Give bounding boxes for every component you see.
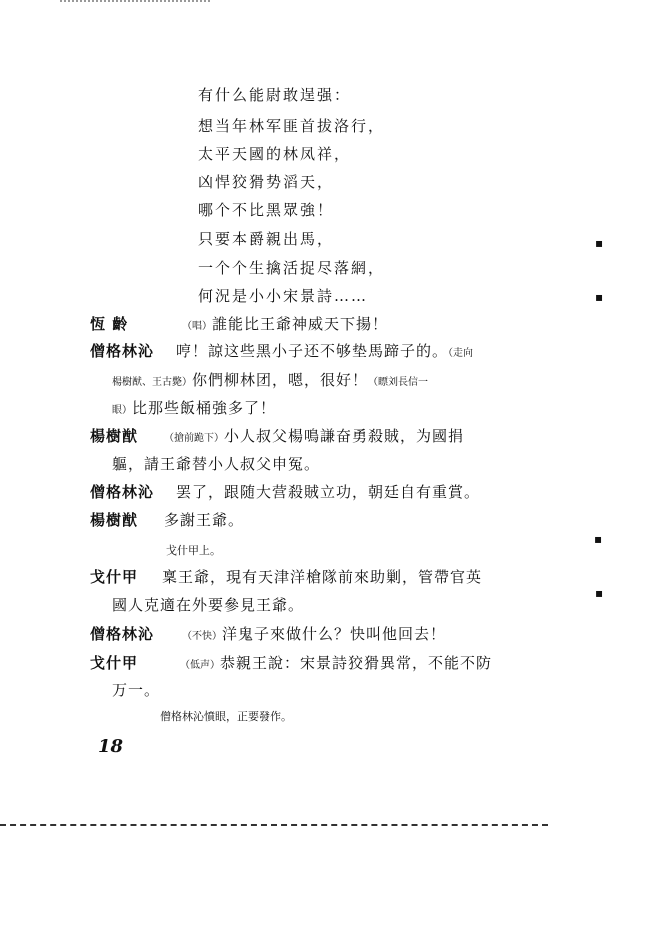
verse-line: 一个个生擒活捉尽落網，	[198, 259, 386, 277]
margin-mark: ▪	[595, 586, 604, 600]
margin-mark: ▪	[595, 290, 604, 304]
stage-note: （走向	[448, 348, 474, 359]
margin-mark: ▪	[594, 532, 603, 546]
speaker-name: 楊樹猷	[90, 427, 139, 445]
verse-line: 有什么能尉敢逞强：	[198, 86, 352, 104]
verse-line: 凶悍狡猾势滔天，	[198, 173, 335, 191]
speaker-name: 戈什甲	[90, 568, 139, 586]
dialogue-text: 小人叔父楊鳴謙奋勇殺賊，为國捐	[224, 427, 465, 445]
verse-line: 何況是小小宋景詩……	[198, 287, 369, 305]
dialogue-text: 誰能比王爺神威天下揚！	[212, 315, 389, 333]
verse-line: 哪个不比黑眾強！	[198, 201, 335, 219]
speaker-name: 恆 齡	[90, 315, 129, 333]
stage-note: （搶前跪下）	[164, 433, 224, 444]
speaker-name: 僧格林沁	[90, 483, 155, 501]
stage-note: （唱）	[182, 321, 212, 332]
stage-note: （瞟刘長信一	[368, 377, 429, 388]
stage-note: 楊樹猷、王古斃）	[112, 377, 192, 388]
stage-note: （低声）	[180, 660, 220, 671]
dialogue-text: 比那些飯桶強多了！	[132, 399, 277, 417]
dialogue-text: 万一。	[112, 681, 161, 699]
speaker-name: 僧格林沁	[90, 342, 155, 360]
dialogue-text: 洋鬼子來做什么？快叫他回去！	[222, 625, 447, 643]
stage-note: （不快）	[182, 631, 222, 642]
stage-note: 眼）	[112, 405, 132, 416]
top-scan-mark	[60, 0, 210, 5]
speaker-name: 戈什甲	[90, 654, 139, 672]
verse-line: 只要本爵親出馬，	[198, 230, 335, 248]
dialogue-text: 罢了，跟随大营殺賊立功，朝廷自有重賞。	[176, 483, 481, 501]
speaker-name: 僧格林沁	[90, 625, 155, 643]
dialogue-text: 軀，請王爺替小人叔父申冤。	[112, 455, 321, 473]
dialogue-text: 國人克適在外要參見王爺。	[112, 596, 305, 614]
dialogue-text: 你們柳林团，嗯，很好！	[192, 371, 369, 389]
verse-line: 想当年林军匪首拔洛行，	[198, 117, 386, 135]
margin-mark: ▪	[595, 236, 604, 250]
verse-line: 太平天國的林凤祥，	[198, 145, 352, 163]
dialogue-text: 恭親王說：宋景詩狡猾異常，不能不防	[220, 654, 493, 672]
bottom-scan-rule	[0, 824, 548, 826]
stage-direction: 戈什甲上。	[166, 544, 221, 557]
speaker-name: 楊樹猷	[90, 511, 139, 529]
dialogue-text: 哼！諒这些黑小子还不够垫馬蹄子的。	[176, 342, 449, 360]
stage-direction: 僧格林沁憤眼，正要發作。	[160, 710, 292, 723]
dialogue-text: 稟王爺，現有天津洋槍隊前來助剿，管帶官英	[162, 568, 483, 586]
dialogue-text: 多謝王爺。	[164, 511, 245, 529]
page-number: 18	[98, 736, 124, 757]
